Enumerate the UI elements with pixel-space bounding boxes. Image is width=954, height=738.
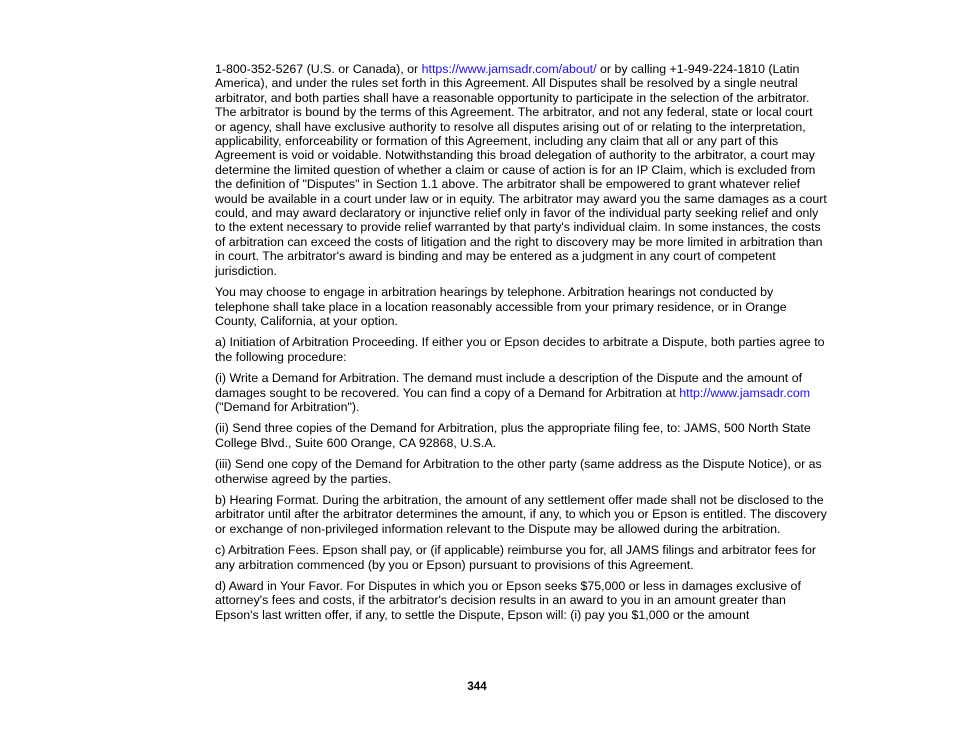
paragraph-text: (i) Write a Demand for Arbitration. The demand must include a description of the Dispute and the amount of damages sought to be recovered. You can find a copy of a Demand for Arbitration at	[215, 371, 803, 400]
paragraph-hearing-format: b) Hearing Format. During the arbitration, the amount of any settlement offer made shall not be disclosed to the arbitrator until after the arbitrator determines the amount, if any, to which you or Epson is entitled. The discovery or exchange of non-privileged information relevant to the Dispute may be allowed during the arbitration.	[215, 492, 827, 536]
paragraph-send-copies: (ii) Send three copies of the Demand for Arbitration, plus the appropriate filing fee, to: JAMS, 500 North State College Blvd., Suite 600 Orange, CA 92868, U.S.A.	[215, 421, 811, 450]
paragraph-send-other-party: (iii) Send one copy of the Demand for Arbitration to the other party (same address as the Dispute Notice), or as otherwise agreed by the parties.	[215, 457, 822, 486]
paragraph-arbitration-fees: c) Arbitration Fees. Epson shall pay, or (if applicable) reimburse you for, all JAMS filings and arbitrator fees for any arbitration commenced (by you or Epson) pursuant to provisions of this Agreement.	[215, 543, 816, 572]
jams-about-link[interactable]: https://www.jamsadr.com/about/	[421, 62, 597, 76]
jams-home-link[interactable]: http://www.jamsadr.com	[679, 385, 811, 400]
document-body	[215, 62, 827, 629]
paragraph-text: 1-800-352-5267 (U.S. or Canada), or	[215, 62, 422, 76]
paragraph-write-demand	[215, 371, 827, 414]
paragraph-award-in-favor: d) Award in Your Favor. For Disputes in which you or Epson seeks $75,000 or less in damages exclusive of attorney's fees and costs, if the arbitrator's decision results in an award to you in an amount greater than Epson's last written offer, if any, to settle the Dispute, Epson will: (i) pay you $1,000 or the amount	[215, 579, 801, 622]
paragraph-telephone-hearings: You may choose to engage in arbitration hearings by telephone. Arbitration hearings not conducted by telephone shall take place in a location reasonably accessible from your primary residence, or in Orange County, California, at your option.	[215, 285, 787, 328]
paragraph-text: ("Demand for Arbitration").	[215, 399, 360, 414]
paragraph-initiation: a) Initiation of Arbitration Proceeding. If either you or Epson decides to arbitrate a Dispute, both parties agree to the following procedure:	[215, 335, 825, 364]
page-number: 344	[467, 681, 487, 693]
paragraph-text: or by calling +1-949-224-1810 (Latin America), and under the rules set forth in this Agreement. All Disputes shall be resolved by a single neutral arbitrator, and both parties shall have a reasonable opportunity to participate in the selection of the arbitrator. The arbitrator is bound by the terms of this Agreement. The arbitrator, and not any federal, state or local court or agency, shall have exclusive authority to resolve all disputes arising out of or relating to the interpretation, applicability, enforceability or formation of this Agreement, including any claim that all or any part of this Agreement is void or voidable. Notwithstanding this broad delegation of authority to the arbitrator, a court may determine the limited question of whether a claim or cause of action is for an IP Claim, which is excluded from the definition of "Disputes" in Section 1.1 above. The arbitrator shall be empowered to grant whatever relief would be available in a court under law or in equity. The arbitrator may award you the same damages as a court could, and may award declaratory or injunctive relief only in favor of the individual party seeking relief and only to the extent necessary to provide relief warranted by that party's individual claim. In some instances, the costs of arbitration can exceed the costs of litigation and the right to discovery may be more limited in arbitration than in court. The arbitrator's award is binding and may be entered as a judgment in any court of competent jurisdiction.	[215, 62, 827, 278]
paragraph-arbitration-rules	[215, 62, 827, 278]
